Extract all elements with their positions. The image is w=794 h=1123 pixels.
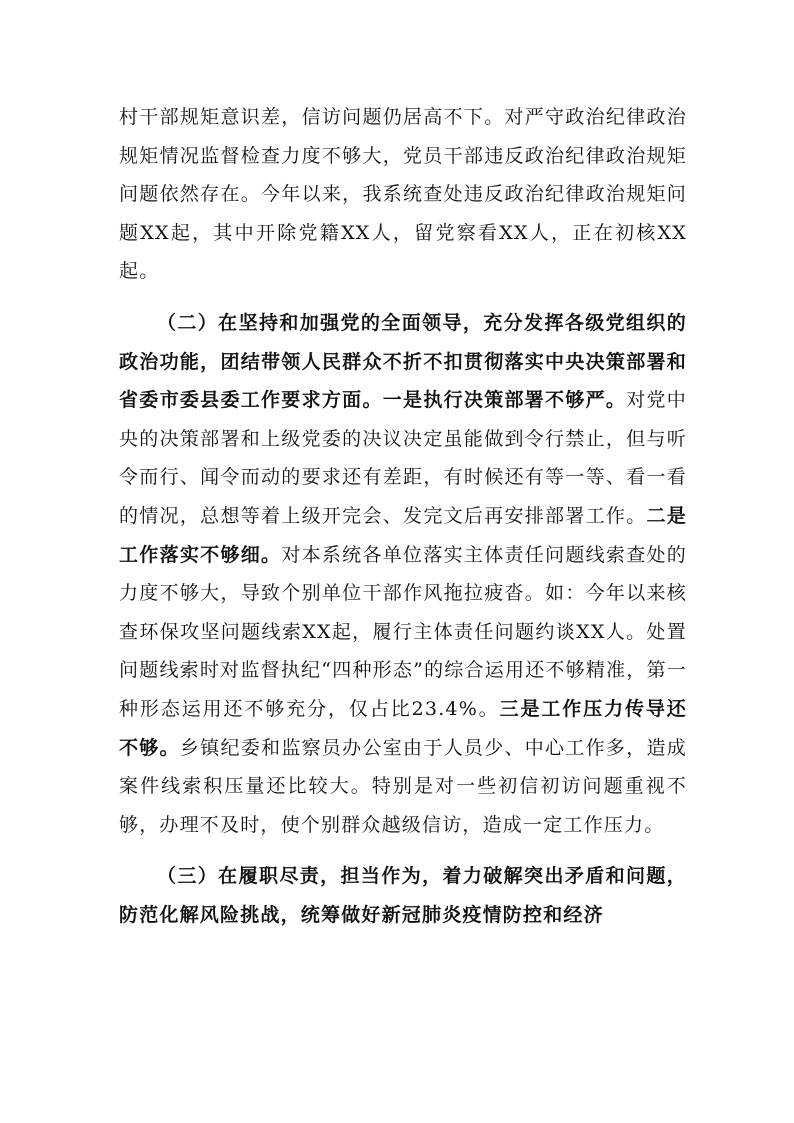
paragraph-3	[119, 857, 687, 934]
item-1-title: 一是执行决策部署不够严。	[382, 389, 627, 412]
section-2-heading: （二）在坚持和加强党的全面领导，充分发挥各级党组织的政治功能，团结带领人民群众不折不扣贯彻落实中央决策部署和省委市委县委工作要求方面。	[119, 311, 687, 412]
item-1-text: 对党中央的决策部署和上级党委的决议决定虽能做到令行禁止，但与听令而行、闻令而动的要求还有差距，有时候还有等一等、看一看的情况，总想等着上级开完会、发完文后再安排部署工作。	[119, 389, 687, 527]
paragraph-1	[119, 98, 687, 291]
document-page	[119, 98, 687, 934]
paragraph-1-text: 村干部规矩意识差，信访问题仍居高不下。对严守政治纪律政治规矩情况监督检查力度不够大，党员干部违反政治纪律政治规矩问题依然存在。今年以来，我系统查处违反政治纪律政治规矩问题XX起，其中开除党籍XX人，留党察看XX人，正在初核XX起。	[119, 106, 687, 283]
item-2-title: 二是工作落实不够细。	[119, 504, 688, 566]
paragraph-2	[119, 304, 687, 844]
item-2-text: 对本系统各单位落实主体责任问题线索查处的力度不够大，导致个别单位干部作风拖拉疲沓。如：今年以来核查环保攻坚问题线索XX起，履行主体责任问题约谈XX人。处置问题线索时对监督执纪“四种形态”的综合运用还不够精准，第一种形态运用还不够充分，仅占比23.4%。	[119, 543, 687, 720]
item-3-title: 三是工作压力传导还不够。	[119, 697, 687, 759]
section-3-heading: （三）在履职尽责，担当作为，着力破解突出矛盾和问题，防范化解风险挑战，统筹做好新冠肺炎疫情防控和经济	[119, 865, 687, 926]
item-3-text: 乡镇纪委和监察员办公室由于人员少、中心工作多，造成案件线索积压量还比较大。特别是对一些初信初访问题重视不够，办理不及时，使个别群众越级信访，造成一定工作压力。	[119, 736, 687, 836]
